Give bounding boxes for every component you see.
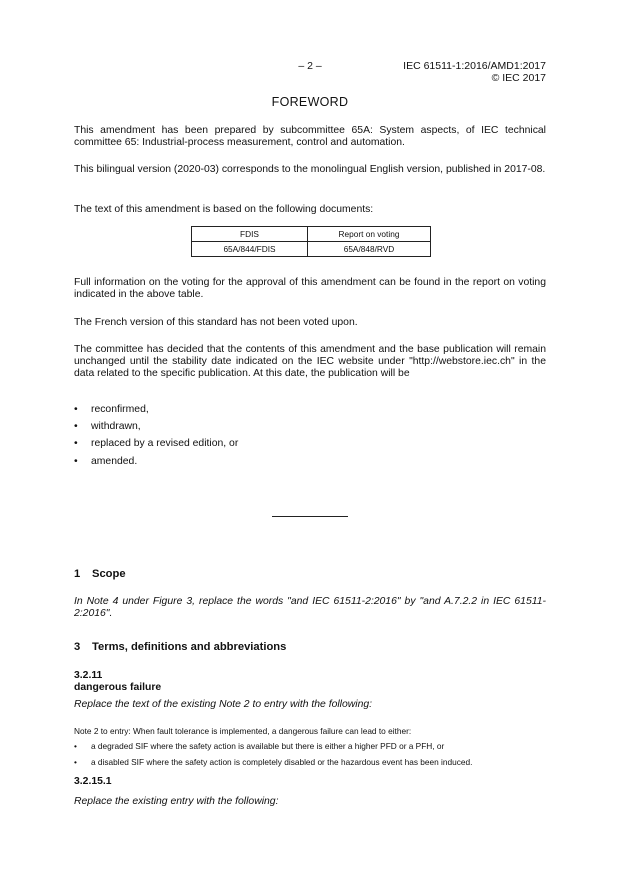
table-header-row xyxy=(192,227,431,242)
note-to-entry: Note 2 to entry: When fault tolerance is implemented, a dangerous failure can lead to either: xyxy=(74,726,412,736)
voting-documents-table xyxy=(191,226,431,257)
terms-heading xyxy=(74,641,286,653)
table-header-cell: FDIS xyxy=(192,227,308,242)
table-cell: 65A/844/FDIS xyxy=(192,242,308,257)
section-title: Terms, definitions and abbreviations xyxy=(92,641,287,653)
foreword-paragraph-6: The committee has decided that the contents of this amendment and the base publication will remain unchanged until the stability date indicated on the IEC website under "http://webstore.iec.ch" in the data related to the specific publication. At this date, the publication will be xyxy=(74,344,546,379)
list-item-text: amended. xyxy=(91,456,138,467)
list-item-text: replaced by a revised edition, or xyxy=(91,438,239,449)
term-number: 3.2.11 xyxy=(74,670,103,681)
table-header-cell: Report on voting xyxy=(308,227,431,242)
scope-heading xyxy=(74,568,126,580)
bullet-icon: • xyxy=(74,456,78,467)
bullet-icon: • xyxy=(74,438,78,449)
bullet-icon: • xyxy=(74,741,77,751)
list-item-text: withdrawn, xyxy=(91,421,141,432)
section-divider xyxy=(272,516,348,517)
scope-instruction: In Note 4 under Figure 3, replace the words "and IEC 61511-2:2016" by "and A.7.2.2 in IEC 61511-2:2016". xyxy=(74,596,546,619)
bullet-icon: • xyxy=(74,757,77,767)
term-number: 3.2.15.1 xyxy=(74,776,112,787)
term-instruction: Replace the existing entry with the following: xyxy=(74,796,279,807)
foreword-paragraph-1: This amendment has been prepared by subcommittee 65A: System aspects, of IEC technical committee 65: Industrial-process measurement, control and automation. xyxy=(74,125,546,148)
section-title: Scope xyxy=(92,568,126,580)
section-number: 3 xyxy=(74,641,81,653)
table-row xyxy=(192,242,431,257)
copyright: © IEC 2017 xyxy=(491,72,546,84)
foreword-title: FOREWORD xyxy=(271,95,349,109)
list-item-text: reconfirmed, xyxy=(91,404,149,415)
bullet-icon: • xyxy=(74,421,78,432)
document-reference xyxy=(403,60,546,84)
document-id: IEC 61511-1:2016/AMD1:2017 xyxy=(403,60,546,72)
foreword-paragraph-5: The French version of this standard has not been voted upon. xyxy=(74,317,358,328)
list-item-text: a disabled SIF where the safety action is completely disabled or the hazardous event has been induced. xyxy=(91,757,473,767)
foreword-paragraph-4: Full information on the voting for the approval of this amendment can be found in the report on voting indicated in the above table. xyxy=(74,277,546,300)
foreword-paragraph-3: The text of this amendment is based on the following documents: xyxy=(74,204,374,215)
term-instruction: Replace the text of the existing Note 2 to entry with the following: xyxy=(74,699,373,710)
table-cell: 65A/848/RVD xyxy=(308,242,431,257)
section-number: 1 xyxy=(74,568,81,580)
page-number: – 2 – xyxy=(298,60,322,72)
term-name: dangerous failure xyxy=(74,682,162,693)
bullet-icon: • xyxy=(74,404,78,415)
foreword-paragraph-2: This bilingual version (2020-03) corresponds to the monolingual English version, published in 2017-08. xyxy=(74,164,546,175)
list-item-text: a degraded SIF where the safety action is available but there is either a higher PFD or a PFH, or xyxy=(91,741,445,751)
